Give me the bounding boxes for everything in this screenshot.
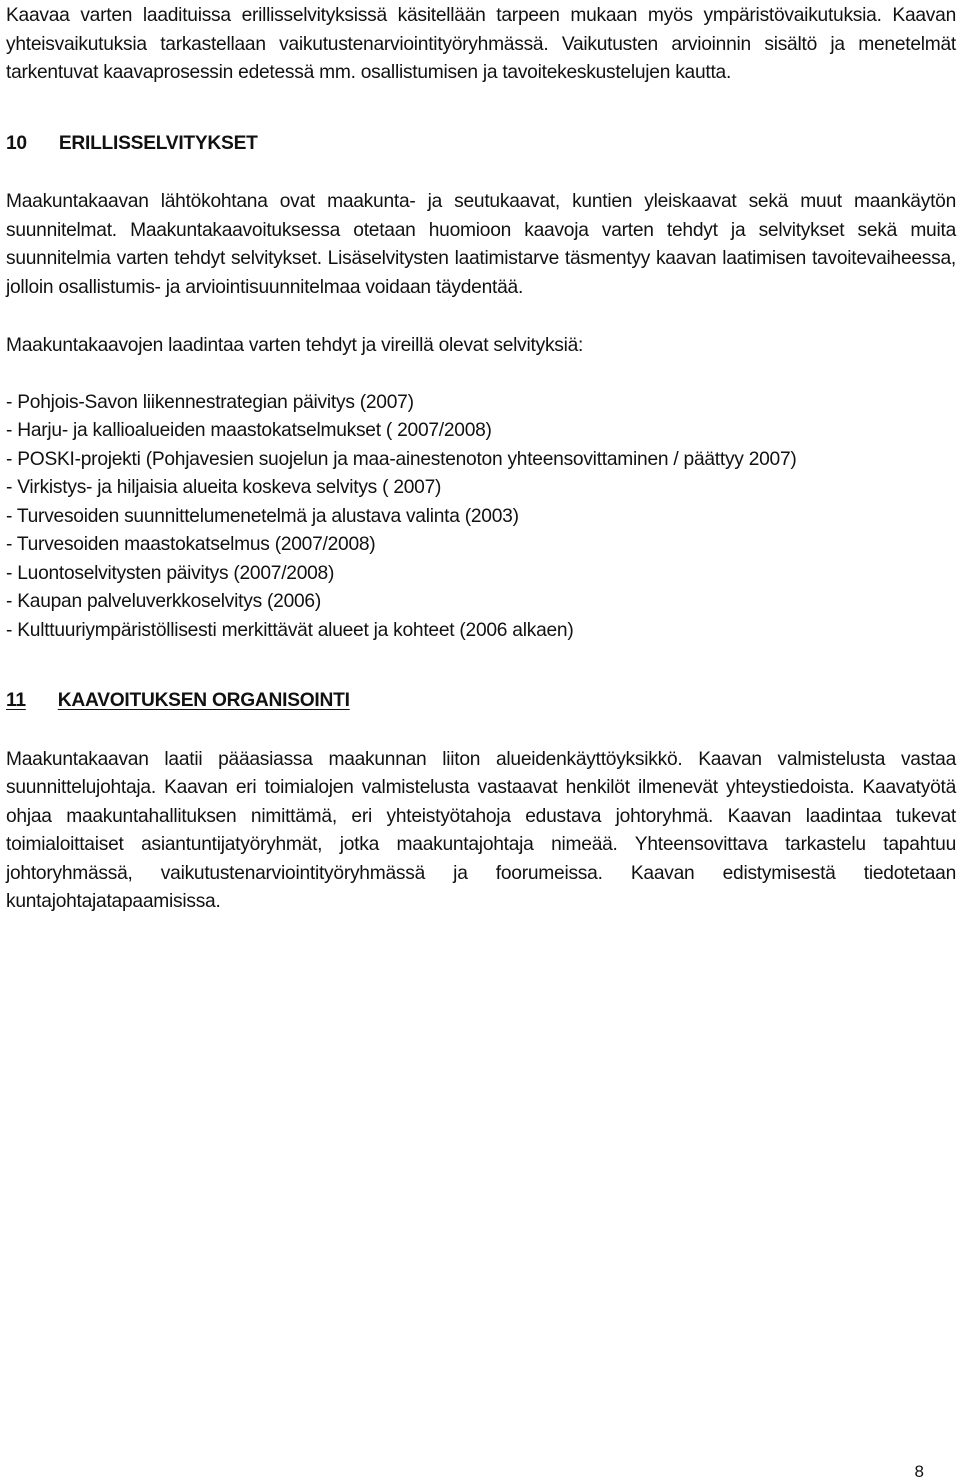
section-10-paragraph: Maakuntakaavan lähtökohtana ovat maakunta- ja seutukaavat, kuntien yleiskaavat sekä muut maankäytön suunnitelmat. Maakuntakaavoituksessa otetaan huomioon kaavoja varten tehdyt ja selvitykset sekä muita suunnitelmia varten tehdyt selvitykset. Lisäselvitysten laatimistarve täsmentyy kaavan laatimisen tavoitevaiheessa, jolloin osallistumis- ja arviointisuunnitelmaa voidaan täydentää. (6, 191, 956, 298)
list-item: - Kulttuuriympäristöllisesti merkittävät alueet ja kohteet (2006 alkaen) (6, 619, 574, 641)
list-item: - Turvesoiden suunnittelumenetelmä ja alustava valinta (2003) (6, 505, 519, 527)
page-content (6, 2, 956, 917)
section-11-number: 11 (6, 690, 26, 711)
list-item: - Pohjois-Savon liikennestrategian päivitys (2007) (6, 391, 414, 413)
section-10-heading (6, 130, 956, 159)
studies-intro: Maakuntakaavojen laadintaa varten tehdyt ja vireillä olevat selvityksiä: (6, 335, 584, 356)
list-item: - Harju- ja kallioalueiden maastokatselmukset ( 2007/2008) (6, 420, 492, 441)
section-10-number: 10 (6, 132, 27, 154)
list-item: - Kaupan palveluverkkoselvitys (2006) (6, 591, 321, 612)
section-11-heading (6, 687, 956, 716)
section-10-title: ERILLISSELVITYKSET (58, 132, 258, 154)
studies-list (6, 389, 956, 646)
section-11-title: KAAVOITUKSEN ORGANISOINTI (57, 690, 350, 711)
section-11-paragraph: Maakuntakaavan laatii pääasiassa maakunnan liiton alueidenkäyttöyksikkö. Kaavan valmistelusta vastaa suunnittelujohtaja. Kaavan eri toimialojen valmistelusta vastaavat henkilöt ilmenevät yhteystiedoista. Kaavatyötä ohjaa maakuntahallituksen nimittämä, eri yhteistyötahoja edustava johtoryhmä. Kaavan laadintaa tukevat toimialoittaiset asiantuntijatyöryhmät, jotka maakuntajohtaja nimeää. Yhteensovittava tarkastelu tapahtuu johtoryhmässä, vaikutustenarviointityöryhmässä ja foorumeissa. Kaavan edistymisestä tiedotetaan kuntajohtajatapaamisissa. (6, 748, 956, 912)
list-item: - Turvesoiden maastokatselmus (2007/2008) (6, 534, 376, 555)
list-item: - Luontoselvitysten päivitys (2007/2008) (6, 562, 335, 584)
intro-paragraph: Kaavaa varten laadituissa erillisselvityksissä käsitellään tarpeen mukaan myös ympäristövaikutuksia. Kaavan yhteisvaikutuksia tarkastellaan vaikutustenarviointityöryhmässä. Vaikutusten arvioinnin sisältö ja menetelmät tarkentuvat kaavaprosessin edetessä mm. osallistumisen ja tavoitekeskustelujen kautta. (6, 5, 956, 83)
page-number: 8 (914, 1462, 924, 1481)
list-item: - Virkistys- ja hiljaisia alueita koskeva selvitys ( 2007) (6, 477, 442, 498)
list-item: - POSKI-projekti (Pohjavesien suojelun ja maa-ainestenoton yhteensovittaminen / päättyy 2007) (6, 448, 797, 470)
